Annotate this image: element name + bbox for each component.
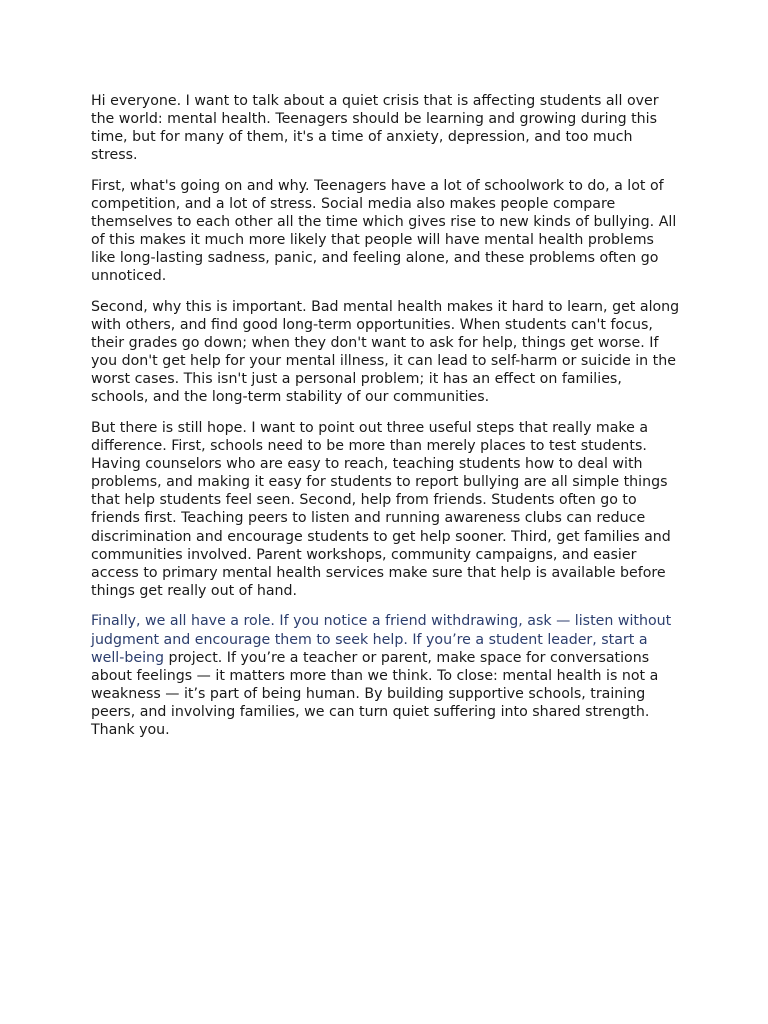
highlighted-text: Finally, we all have a role. If you notice a friend withdrawing, ask — listen without judgment and encourage them to seek help. If you’re a student leader, start a well-being <box>91 613 672 666</box>
document-body <box>91 92 681 752</box>
conclusion-text: project. If you’re a teacher or parent, make space for conversations about feelings — it matters more than we think. To close: mental health is not a weakness — it’s part of being human. By building supportive schools, training peers, and involving families, we can turn quiet suffering into shared strength. Thank you. <box>91 649 659 738</box>
paragraph-intro: Hi everyone. I want to talk about a quiet crisis that is affecting students all over the world: mental health. Teenagers should be learning and growing during this time, but for many of them, it's a time of anxiety, depression, and too much stress. <box>91 93 659 164</box>
paragraph-importance: Second, why this is important. Bad mental health makes it hard to learn, get along with others, and find good long-term opportunities. When students can't focus, their grades go down; when they don't want to ask for help, things get worse. If you don't get help for your mental illness, it can lead to self-harm or suicide in the worst cases. This isn't just a personal problem; it has an effect on families, schools, and the long-term stability of our communities. <box>91 298 680 406</box>
paragraph-conclusion <box>91 612 681 739</box>
paragraph-solutions: But there is still hope. I want to point out three useful steps that really make a difference. First, schools need to be more than merely places to test students. Having counselors who are easy to reach, teaching students how to deal with problems, and making it easy for students to report bullying are all simple things that help students feel seen. Second, help from friends. Students often go to friends first. Teaching peers to listen and running awareness clubs can reduce discrimination and encourage students to get help sooner. Third, get families and communities involved. Parent workshops, community campaigns, and easier access to primary mental health services make sure that help is available before things get really out of hand. <box>91 420 671 599</box>
paragraph-causes: First, what's going on and why. Teenagers have a lot of schoolwork to do, a lot of competition, and a lot of stress. Social media also makes people compare themselves to each other all the time which gives rise to new kinds of bullying. All of this makes it much more likely that people will have mental health problems like long-lasting sadness, panic, and feeling alone, and these problems often go unnoticed. <box>91 177 677 285</box>
